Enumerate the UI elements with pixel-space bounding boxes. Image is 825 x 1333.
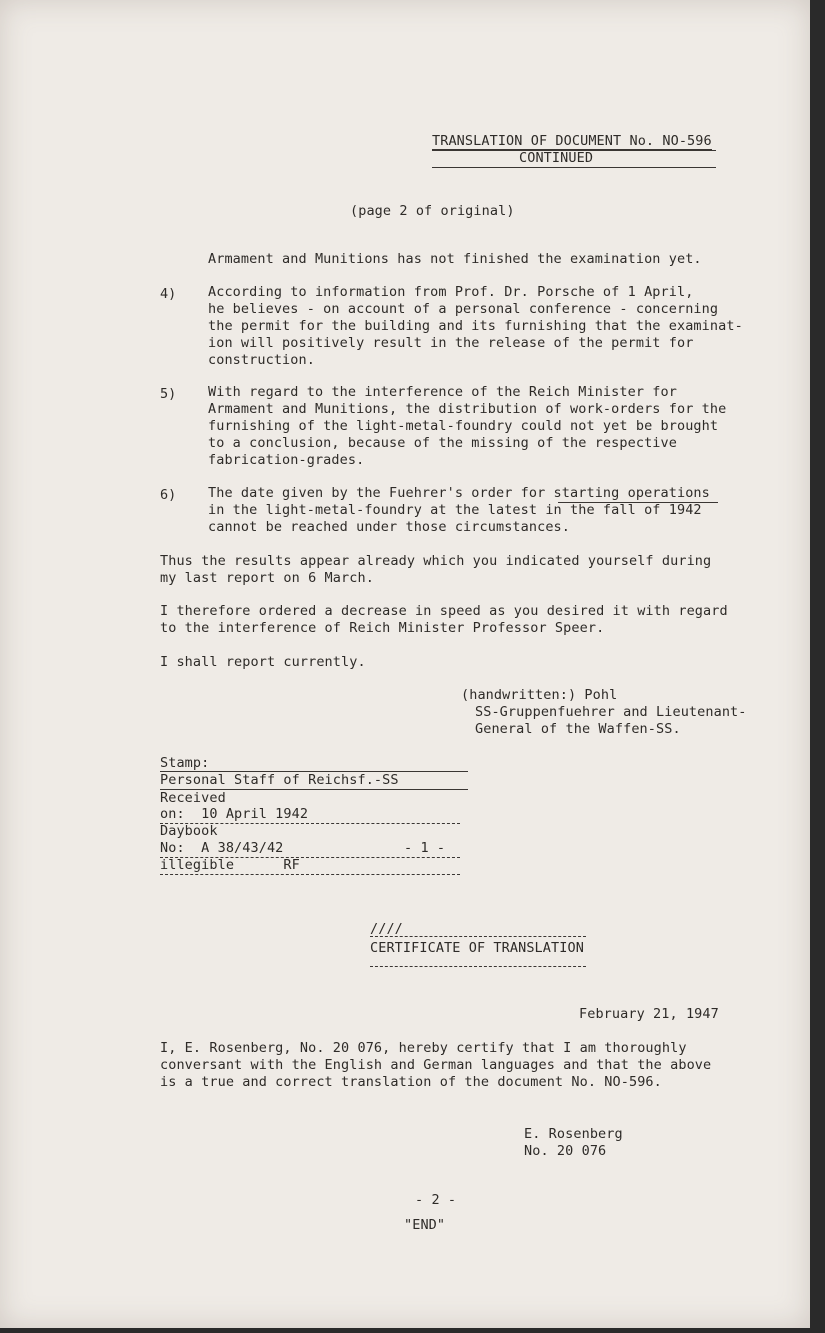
stamp-line: Personal Staff of Reichsf.-SS [160, 772, 399, 788]
stamp-page-marker: - 1 - [404, 840, 446, 856]
certificate-rule [370, 966, 586, 967]
signature-line: General of the Waffen-SS. [475, 721, 681, 737]
item-line: According to information from Prof. Dr. Porsche of 1 April, [208, 284, 694, 300]
certificate-line: I, E. Rosenberg, No. 20 076, hereby certify that I am thoroughly [160, 1040, 687, 1056]
signature-line: (handwritten:) Pohl [461, 687, 618, 703]
item-line: to a conclusion, because of the missing of the respective [208, 435, 677, 451]
doc-header-continued: CONTINUED [519, 150, 594, 166]
item-line: The date given by the Fuehrer's order for starting operations [208, 485, 710, 501]
header-rule-2 [432, 167, 716, 168]
item-line: furnishing of the light-metal-foundry could not yet be brought [208, 418, 719, 434]
certificate-line: conversant with the English and German languages and that the above [160, 1057, 712, 1073]
certificate-sign-no: No. 20 076 [524, 1143, 607, 1159]
end-marker: "END" [404, 1217, 446, 1233]
para-therefore-line: to the interference of Reich Minister Professor Speer. [160, 620, 605, 636]
page-number: - 2 - [415, 1192, 457, 1208]
stamp-line: Daybook [160, 823, 218, 839]
stamp-line: on: 10 April 1942 [160, 806, 309, 822]
intro-line: Armament and Munitions has not finished the examination yet. [208, 251, 702, 267]
item-line: construction. [208, 352, 315, 368]
certificate-marks: //// [370, 921, 403, 937]
para-thus-line: my last report on 6 March. [160, 570, 374, 586]
stamp-rule [160, 874, 460, 875]
item-number: 5) [160, 386, 177, 402]
doc-header-title: TRANSLATION OF DOCUMENT No. NO-596 [432, 133, 712, 149]
item-line: in the light-metal-foundry at the latest in the fall of 1942 [208, 502, 702, 518]
item-line: cannot be reached under those circumstances. [208, 519, 571, 535]
item-line: fabrication-grades. [208, 452, 365, 468]
item-line: ion will positively result in the release of the permit for [208, 335, 694, 351]
stamp-label: Stamp: [160, 755, 210, 771]
certificate-title: CERTIFICATE OF TRANSLATION [370, 940, 584, 956]
para-report: I shall report currently. [160, 654, 366, 670]
item-number: 4) [160, 286, 177, 302]
certificate-line: is a true and correct translation of the document No. NO-596. [160, 1074, 662, 1090]
stamp-line: Received [160, 790, 226, 806]
signature-line: SS-Gruppenfuehrer and Lieutenant- [475, 704, 747, 720]
para-therefore-line: I therefore ordered a decrease in speed as you desired it with regard [160, 603, 728, 619]
stamp-line: No: A 38/43/42 [160, 840, 284, 856]
certificate-rule [370, 936, 586, 937]
item-number: 6) [160, 487, 177, 503]
certificate-sign-name: E. Rosenberg [524, 1126, 623, 1142]
para-thus-line: Thus the results appear already which you indicated yourself during [160, 553, 712, 569]
certificate-date: February 21, 1947 [579, 1006, 719, 1022]
item-line: With regard to the interference of the Reich Minister for [208, 384, 677, 400]
page-of-original: (page 2 of original) [350, 203, 515, 219]
item-line: Armament and Munitions, the distribution of work-orders for the [208, 401, 727, 417]
stamp-line: illegible RF [160, 857, 300, 873]
item-line: he believes - on account of a personal conference - concerning [208, 301, 719, 317]
item-line: the permit for the building and its furnishing that the examinat- [208, 318, 743, 334]
